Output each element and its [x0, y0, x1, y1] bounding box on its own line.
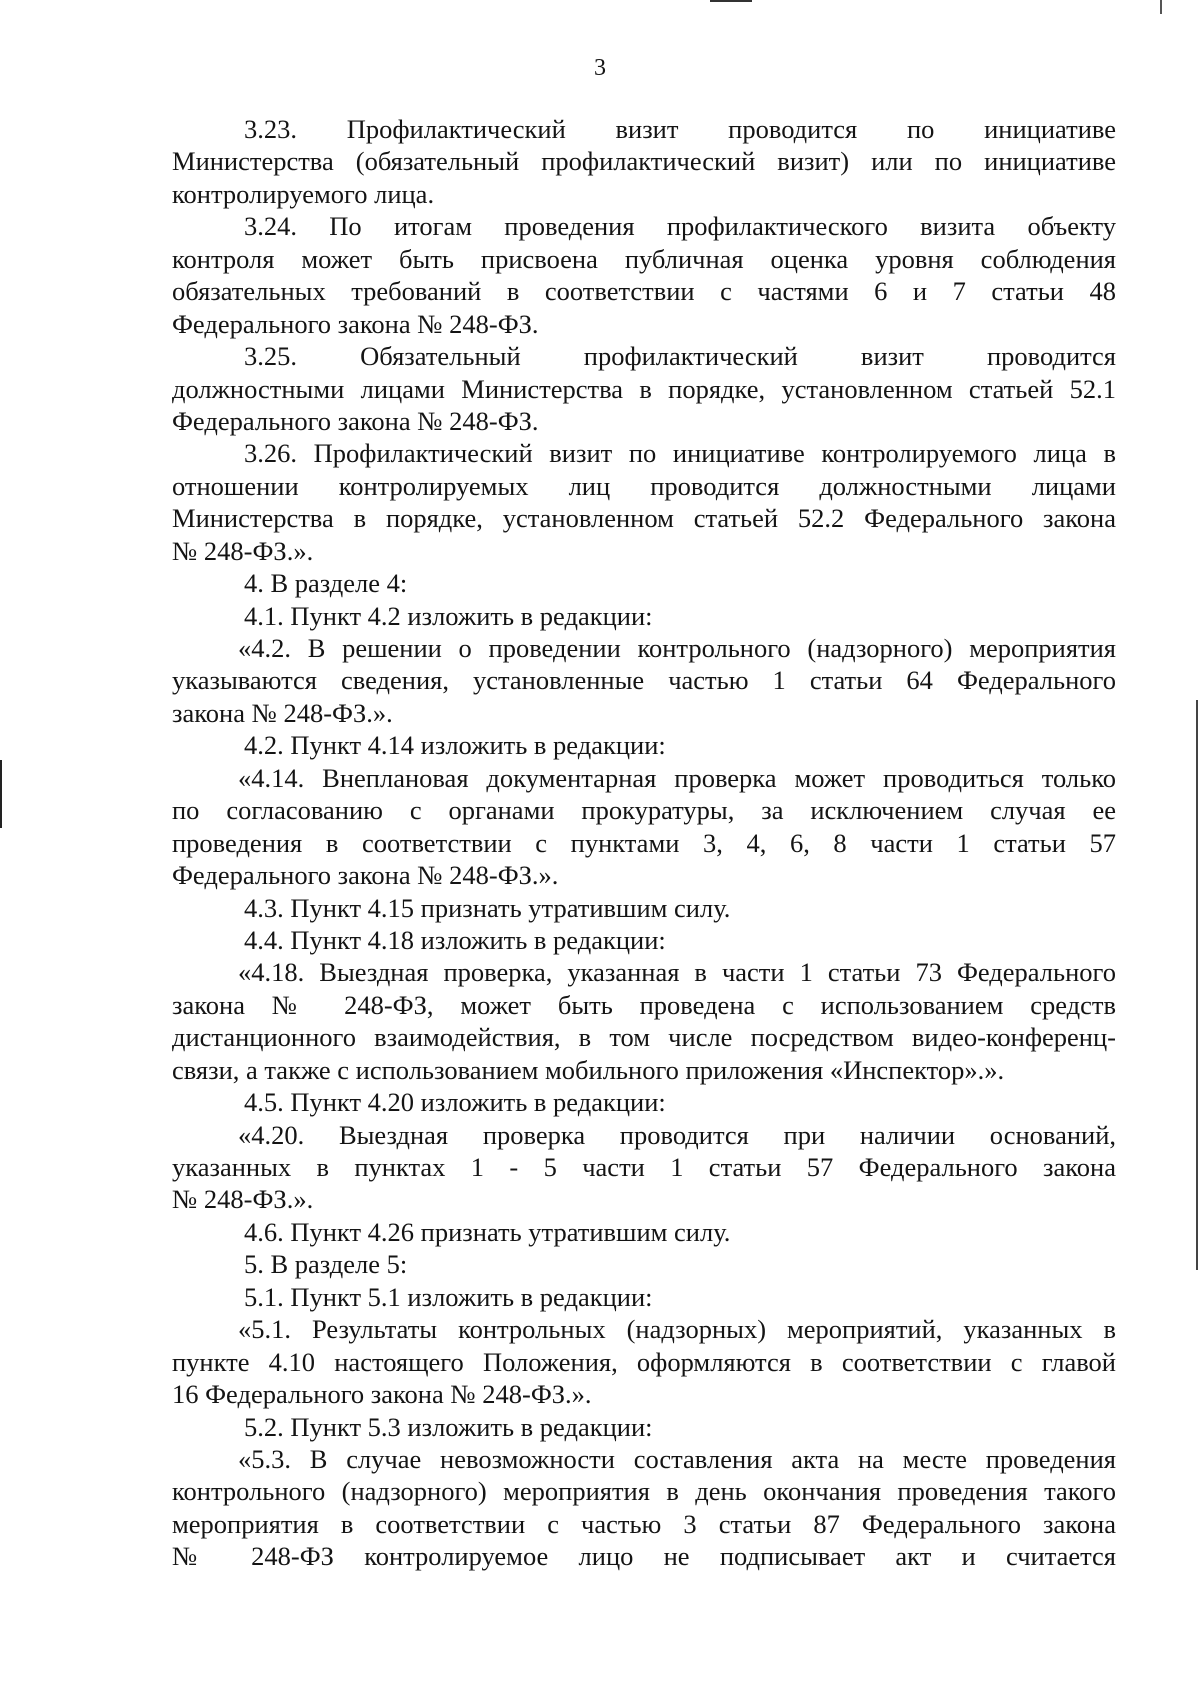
text-line: 4.6. Пункт 4.26 признать утратившим силу.: [244, 1216, 731, 1247]
text-line: 5. В разделе 5:: [244, 1249, 408, 1280]
text-line: № 248-ФЗ.».: [172, 535, 314, 566]
scan-edge-mark: [710, 0, 752, 2]
text-line: контролируемого лица.: [172, 178, 435, 209]
text-line: 16 Федерального закона № 248-ФЗ.».: [172, 1379, 592, 1410]
text-line: 4. В разделе 4:: [244, 568, 408, 599]
text-line: обязательных требований в соответствии с частями 6 и 7 статьи 48: [172, 276, 1116, 307]
text-line: проведения в соответствии с пунктами 3, 4, 6, 8 части 1 статьи 57: [172, 827, 1116, 858]
text-line: дистанционного взаимодействия, в том числе посредством видео-конференц-: [172, 1022, 1116, 1053]
text-line: 5.1. Пункт 5.1 изложить в редакции:: [244, 1281, 653, 1312]
text-line: мероприятия в соответствии с частью 3 статьи 87 Федерального закона: [172, 1508, 1116, 1539]
text-line: № 248-ФЗ контролируемое лицо не подписывает акт и считается: [172, 1541, 1116, 1572]
text-line: указываются сведения, установленные частью 1 статьи 64 Федерального: [172, 665, 1116, 696]
text-line: 3.23. Профилактический визит проводится по инициативе: [244, 114, 1116, 144]
text-line: 4.2. Пункт 4.14 изложить в редакции:: [244, 730, 666, 761]
text-line: указанных в пунктах 1 - 5 части 1 статьи 57 Федерального закона: [172, 1152, 1116, 1182]
text-line: «5.1. Результаты контрольных (надзорных) мероприятий, указанных в: [238, 1314, 1116, 1345]
text-line: 4.5. Пункт 4.20 изложить в редакции:: [244, 1087, 666, 1118]
text-line: пункте 4.10 настоящего Положения, оформляются в соответствии с главой: [172, 1346, 1116, 1377]
text-line: связи, а также с использованием мобильного приложения «Инспектор».».: [172, 1054, 1005, 1085]
text-line: № 248-ФЗ.».: [172, 1184, 314, 1215]
text-line: 4.1. Пункт 4.2 изложить в редакции:: [244, 600, 653, 631]
text-line: 4.3. Пункт 4.15 признать утратившим силу.: [244, 892, 731, 923]
text-line: Министерства в порядке, установленном статьей 52.2 Федерального закона: [172, 503, 1116, 534]
text-line: отношении контролируемых лиц проводится должностными лицами: [172, 470, 1116, 501]
text-line: контрольного (надзорного) мероприятия в день окончания проведения такого: [172, 1476, 1116, 1507]
text-line: 3.26. Профилактический визит по инициативе контролируемого лица в: [244, 438, 1116, 469]
text-line: «4.18. Выездная проверка, указанная в части 1 статьи 73 Федерального: [238, 957, 1116, 988]
scan-left-edge-line: [0, 760, 2, 828]
text-line: «4.14. Внеплановая документарная проверка может проводиться только: [238, 762, 1116, 793]
text-line: должностными лицами Министерства в порядке, установленном статьей 52.1: [172, 373, 1116, 404]
text-line: Федерального закона № 248-ФЗ.».: [172, 860, 559, 891]
text-line: по согласованию с органами прокуратуры, за исключением случая ее: [172, 795, 1116, 826]
text-line: 5.2. Пункт 5.3 изложить в редакции:: [244, 1411, 653, 1442]
text-line: контроля может быть присвоена публичная оценка уровня соблюдения: [172, 243, 1116, 274]
text-line: «4.2. В решении о проведении контрольного (надзорного) мероприятия: [238, 633, 1116, 663]
page-number: 3: [594, 55, 606, 81]
text-line: 3.25. Обязательный профилактический визит проводится: [244, 341, 1116, 372]
text-line: Министерства (обязательный профилактический визит) или по инициативе: [172, 146, 1116, 177]
scan-corner-mark: [1160, 0, 1162, 14]
text-line: закона № 248-ФЗ, может быть проведена с использованием средств: [172, 989, 1116, 1020]
scan-right-edge-line: [1196, 700, 1198, 1270]
document-body: [172, 113, 1116, 1573]
text-line: 3.24. По итогам проведения профилактического визита объекту: [244, 211, 1116, 242]
text-line: «5.3. В случае невозможности составления акта на месте проведения: [238, 1443, 1116, 1474]
text-line: 4.4. Пункт 4.18 изложить в редакции:: [244, 924, 666, 955]
text-line: «4.20. Выездная проверка проводится при наличии оснований,: [238, 1119, 1116, 1150]
text-line: закона № 248-ФЗ.».: [172, 697, 393, 728]
text-line: Федерального закона № 248-ФЗ.: [172, 308, 539, 339]
text-line: Федерального закона № 248-ФЗ.: [172, 405, 539, 436]
